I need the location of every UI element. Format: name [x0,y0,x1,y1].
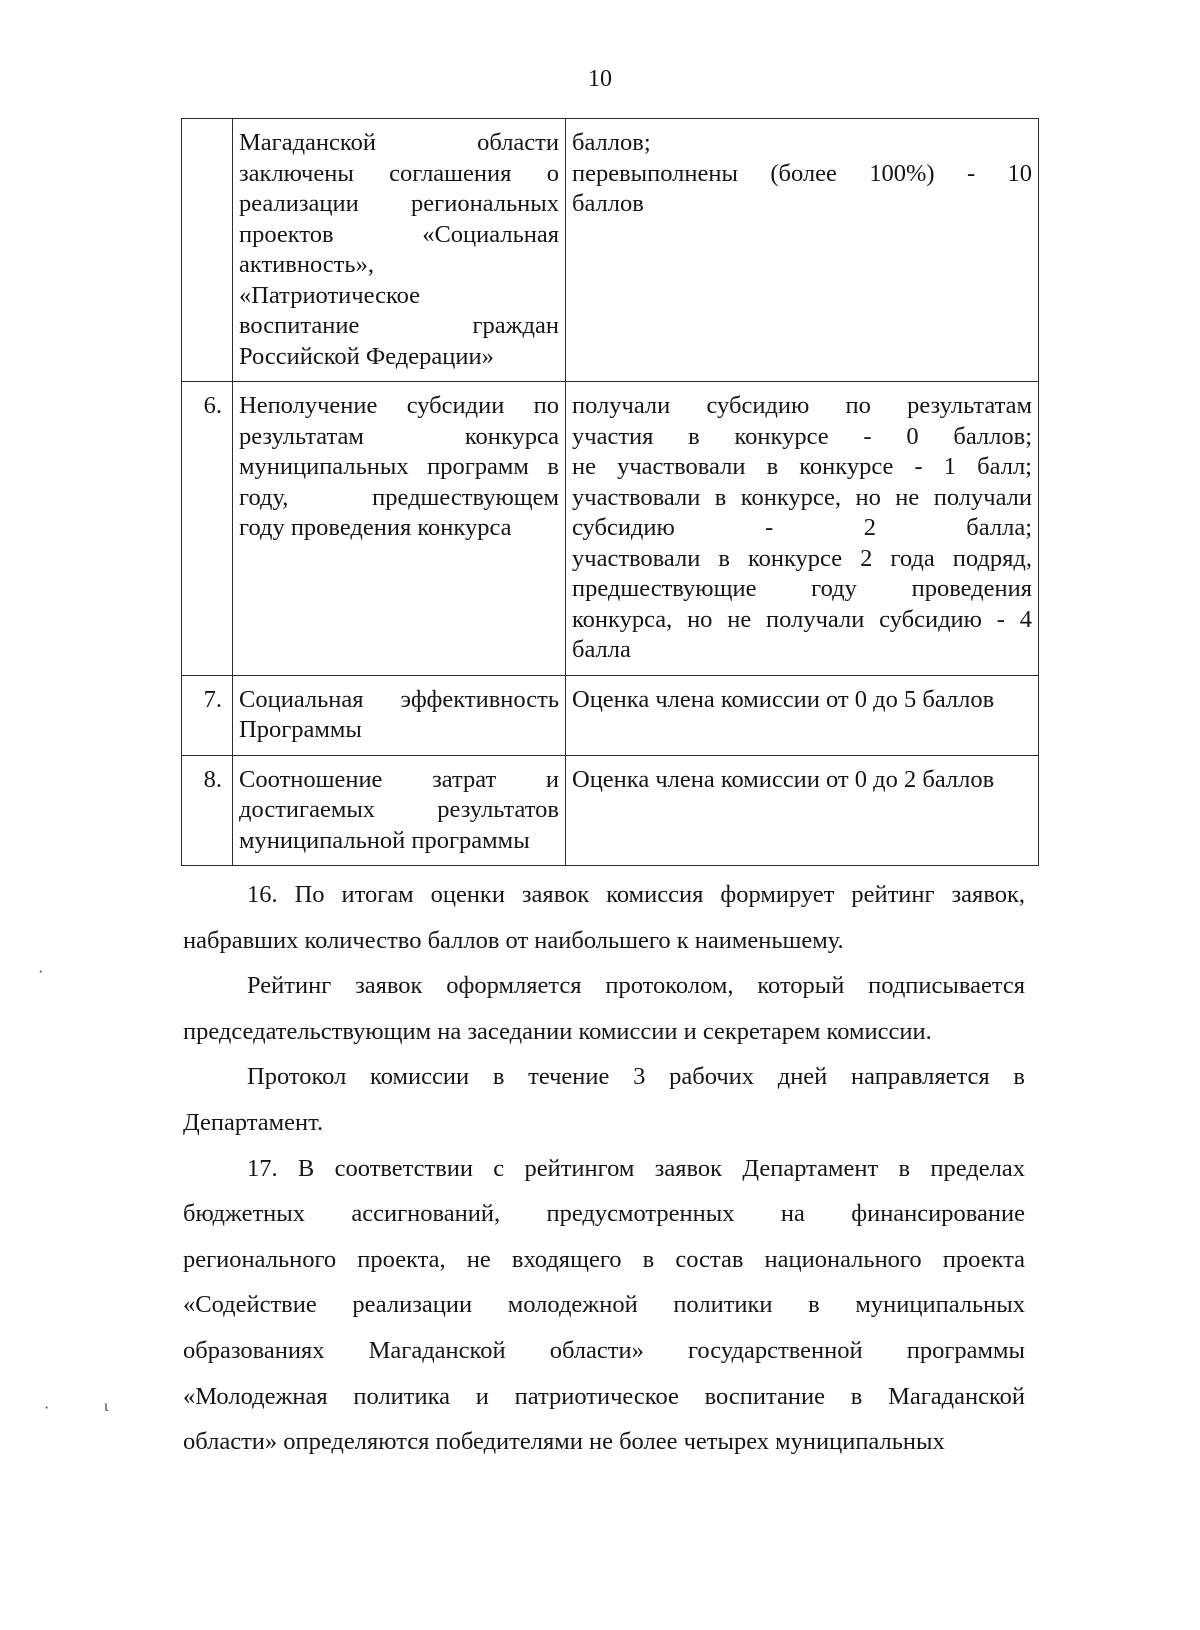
criterion-line: «Патриотическое [239,281,421,309]
table-row [182,675,1039,755]
criterion-line: Программы [239,716,362,743]
criterion-cell [233,675,566,755]
paragraph [183,1054,1025,1145]
score-line: Оценка члена комиссии от 0 до 5 баллов [572,685,995,713]
score-line: перевыполнены (более 100%) - 10 [572,159,1032,187]
paragraph-line: «Молодежная политика и патриотическое воспитание в Магаданской [183,1382,1025,1410]
criterion-line: Российской Федерации» [239,342,494,370]
criterion-line: активность», [239,251,374,278]
criterion-line: Магаданской области [239,129,559,156]
criterion-line: воспитание граждан [239,312,559,339]
score-line: участия в конкурсе - 0 баллов; [572,422,1032,450]
table-row [182,382,1039,676]
score-cell [566,119,1039,382]
row-number: 7. [182,675,233,755]
criterion-line: реализации региональных [239,190,559,217]
criterion-cell [233,119,566,382]
criterion-line: муниципальных программ в [239,453,559,480]
criterion-line: году проведения конкурса [239,514,512,541]
paragraph-line: области» определяются победителями не более четырех муниципальных [183,1428,945,1456]
criterion-line: муниципальной программы [239,826,530,854]
criterion-cell [233,382,566,676]
score-line: получали субсидию по результатам [572,392,1032,419]
score-line: балла [572,636,631,663]
score-line: не участвовали в конкурсе - 1 балл; [572,453,1032,480]
criterion-line: Неполучение субсидии по [239,392,559,419]
criterion-line: достигаемых результатов [239,796,559,823]
score-line: участвовали в конкурсе 2 года подряд, [572,544,1032,572]
score-line: предшествующие году проведения [572,575,1032,602]
paragraph-line: 16. По итогам оценки заявок комиссия формирует рейтинг заявок, [247,881,1025,908]
score-line: Оценка члена комиссии от 0 до 2 баллов [572,765,995,793]
paragraph-line: Протокол комиссии в течение 3 рабочих дней направляется в [247,1063,1025,1091]
score-line: участвовали в конкурсе, но не получали [572,483,1032,511]
score-line: баллов; [572,129,651,156]
paragraph-line: председательствующим на заседании комиссии и секретарем комиссии. [183,1017,932,1045]
paragraph-line: Департамент. [183,1108,324,1136]
table-row [182,119,1039,382]
body-text [183,872,1025,1465]
criterion-line: Соотношение затрат и [239,765,559,793]
paragraph-line: бюджетных ассигнований, предусмотренных на финансирование [183,1200,1025,1228]
scan-mark: · [38,964,44,981]
criterion-line: результатам конкурса [239,422,559,450]
scan-mark: · [44,1400,50,1417]
score-line: баллов [572,190,644,217]
row-number: 8. [182,755,233,866]
criterion-line: заключены соглашения о [239,159,559,187]
paragraph-line: Рейтинг заявок оформляется протоколом, который подписывается [247,972,1025,1000]
table-row [182,755,1039,866]
score-cell [566,675,1039,755]
paragraph-line: 17. В соответствии с рейтингом заявок Департамент в пределах [247,1154,1025,1182]
page-number: 10 [588,66,612,92]
paragraph [183,963,1025,1054]
score-line: субсидию - 2 балла; [572,514,1032,541]
row-number: 6. [182,382,233,676]
score-cell [566,382,1039,676]
paragraph [183,1146,1025,1465]
paragraph [183,872,1025,963]
paragraph-line: образованиях Магаданской области» государственной программы [183,1336,1025,1364]
criterion-line: Социальная эффективность [239,685,559,713]
score-cell [566,755,1039,866]
paragraph-line: «Содействие реализации молодежной политики в муниципальных [183,1291,1025,1319]
paragraph-line: набравших количество баллов от наибольшего к наименьшему. [183,926,844,954]
criterion-line: проектов «Социальная [239,220,559,248]
scan-mark: ɩ [104,1398,109,1415]
paragraph-line: регионального проекта, не входящего в состав национального проекта [183,1245,1025,1273]
score-line: конкурса, но не получали субсидию - 4 [572,605,1032,633]
table-body [182,119,1039,866]
criterion-cell [233,755,566,866]
evaluation-criteria-table [181,118,1039,866]
row-number [182,119,233,382]
criterion-line: году, предшествующем [239,483,559,511]
